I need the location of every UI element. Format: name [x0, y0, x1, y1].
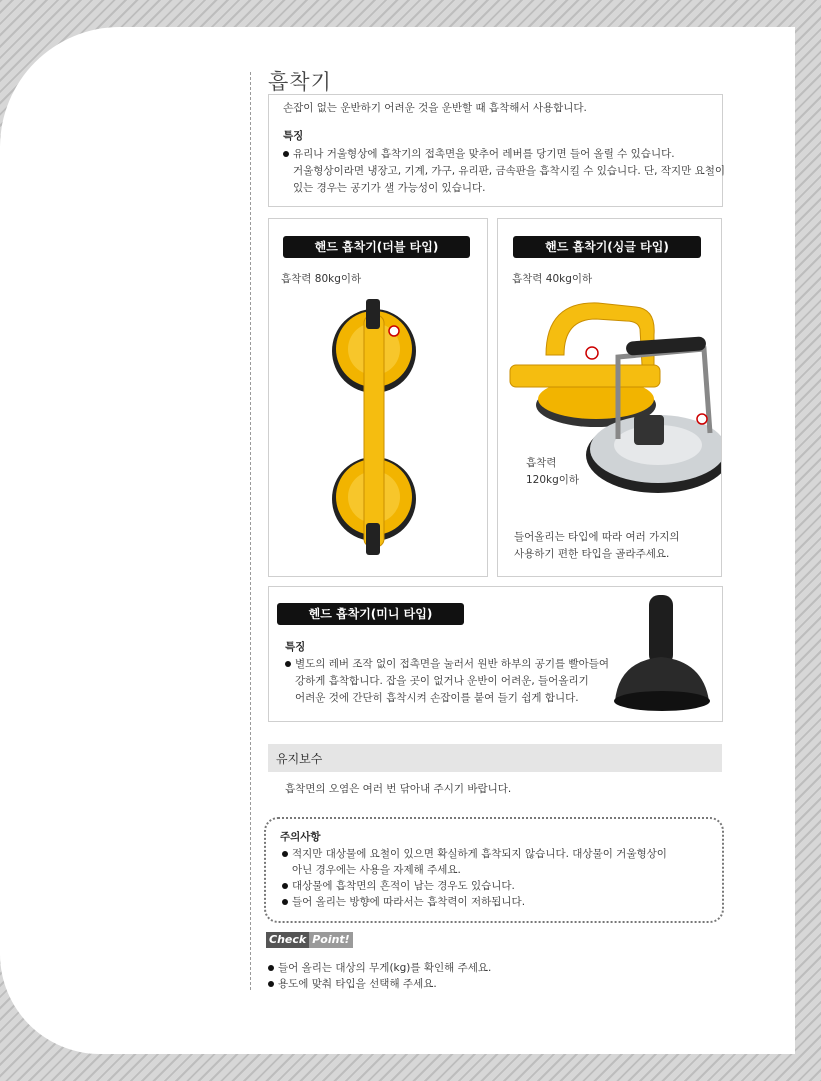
bullet-dot [285, 661, 291, 667]
checkpoint-item: 용도에 맞춰 타입을 선택해 주세요. [268, 976, 437, 993]
bullet-dot [268, 965, 274, 971]
intro-feature-line: 유리나 거울형상에 흡착기의 접촉면을 맞추어 레버를 당기면 들어 올릴 수 있습니다. [283, 146, 675, 163]
bullet-dot [282, 851, 288, 857]
bullet-dot [282, 883, 288, 889]
mini-feature-line: 별도의 레버 조작 없이 접촉면을 눌러서 원반 하부의 공기를 빨아들여 [285, 656, 609, 673]
checkpoint-label-a: Check [266, 932, 309, 948]
intro-lead: 손잡이 없는 운반하기 어려운 것을 운반할 때 흡착해서 사용합니다. [283, 102, 587, 114]
checkpoint-item: 들어 올리는 대상의 무게(kg)를 확인해 주세요. [268, 960, 491, 977]
caution-item: 적지만 대상물에 요철이 있으면 확실하게 흡착되지 않습니다. 대상물이 거울형상이 [282, 846, 667, 863]
double-type-capacity: 흡착력 80kg이하 [281, 273, 362, 285]
bullet-dot [283, 151, 289, 157]
caution-heading: 주의사항 [280, 831, 321, 843]
caution-item: 대상물에 흡착면의 흔적이 남는 경우도 있습니다. [282, 878, 515, 895]
intro-feature-line: 있는 경우는 공기가 샐 가능성이 있습니다. [293, 182, 486, 194]
maintenance-heading: 유지보수 [276, 752, 323, 766]
single-type-card [497, 218, 722, 577]
checkpoint-label-b: Point! [309, 932, 353, 948]
mini-type-card [268, 586, 723, 722]
single-type-label: 핸드 흡착기(싱글 타입) [513, 236, 701, 258]
mini-suction-cup-image [607, 591, 717, 717]
double-type-label: 핸드 흡착기(더블 타입) [283, 236, 470, 258]
intro-box [268, 94, 726, 207]
double-suction-cup-image [324, 295, 434, 565]
intro-feature-line: 거울형상이라면 냉장고, 기계, 가구, 유리판, 금속판을 흡착시킬 수 있습니다. 단, 작지만 요철이 [293, 165, 726, 177]
single-capacity-alt-line1: 흡착력 [526, 457, 557, 469]
checkpoint-badge [266, 932, 353, 948]
mini-type-label: 헨드 흡착기(미니 타입) [277, 603, 464, 625]
single-type-capacity: 흡착력 40kg이하 [512, 273, 593, 285]
single-capacity-alt-line2: 120kg이하 [526, 474, 580, 486]
bullet-dot [268, 981, 274, 987]
margin-guide-line [250, 72, 251, 990]
caution-item: 들어 올리는 방향에 따라서는 흡착력이 저하됩니다. [282, 894, 525, 911]
caution-item: 아닌 경우에는 사용을 자제해 주세요. [292, 864, 461, 876]
mini-feature-heading: 특징 [285, 641, 306, 653]
mini-feature-line: 강하게 흡착합니다. 잡을 곳이 없거나 운반이 어려운, 들어올리기 [295, 675, 589, 687]
intro-feature-heading: 특징 [283, 130, 304, 142]
maintenance-heading-bar [268, 744, 722, 772]
caution-box [264, 817, 724, 923]
double-type-card [268, 218, 488, 577]
bullet-dot [282, 899, 288, 905]
mini-feature-line: 어려운 것에 간단히 흡착시켜 손잡이를 붙여 들기 쉽게 합니다. [295, 692, 579, 704]
page-title: 흡착기 [268, 70, 332, 94]
single-note-line2: 사용하기 편한 타입을 골라주세요. [514, 548, 670, 560]
maintenance-text: 흡착면의 오염은 여러 번 닦아내 주시기 바랍니다. [285, 783, 512, 795]
single-note-line1: 들어올리는 타입에 따라 여러 가지의 [514, 531, 680, 543]
